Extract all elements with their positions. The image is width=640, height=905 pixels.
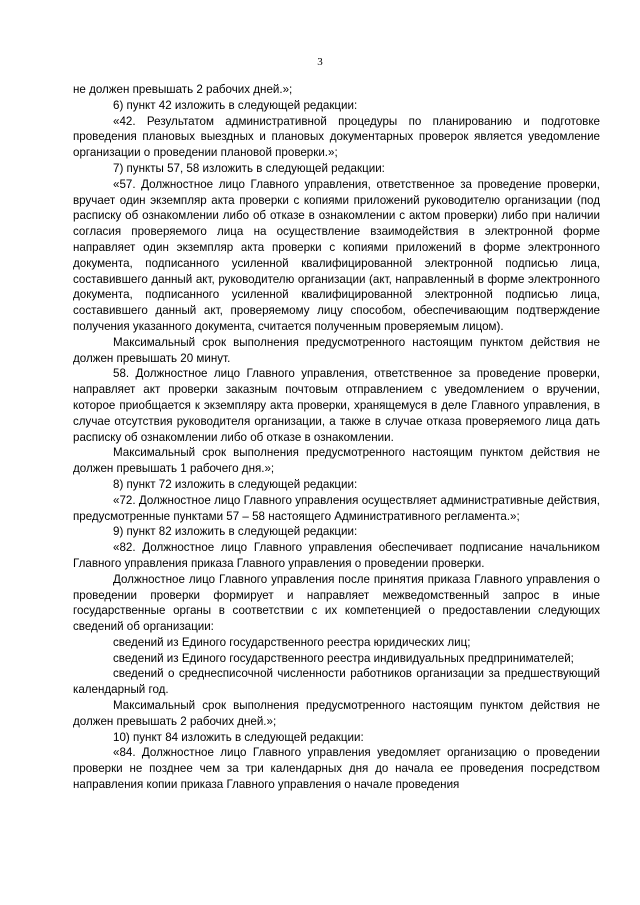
paragraph: Максимальный срок выполнения предусмотренного настоящим пунктом действия не должен превышать 20 минут. (73, 335, 600, 365)
paragraph: сведений из Единого государственного реестра индивидуальных предпринимателей; (113, 651, 574, 665)
paragraph: «72. Должностное лицо Главного управления осуществляет административные действия, предусмотренные пунктами 57 – 58 настоящего Административного регламента.»; (73, 493, 600, 523)
paragraph: 10) пункт 84 изложить в следующей редакции: (113, 730, 364, 744)
paragraph: не должен превышать 2 рабочих дней.»; (73, 83, 293, 96)
paragraph: сведений из Единого государственного реестра юридических лиц; (113, 635, 471, 649)
paragraph: Должностное лицо Главного управления после принятия приказа Главного управления о проведении проверки формирует и направляет межведомственный запрос в иные государственные органы в соответствии с их компетенцией о предоставлении следующих сведений об организации: (73, 572, 600, 634)
document-body (73, 82, 600, 793)
paragraph: «57. Должностное лицо Главного управления, ответственное за проведение проверки, вручает один экземпляр акта проверки с копиями приложений руководителю организации (под расписку об ознакомлении либо об отказе в ознакомлении с актом проверки) либо при наличии согласия проверяемого лица на осуществление взаимодействия в электронной форме направляет один экземпляр акта проверки с копиями приложений в форме электронного документа, подписанного усиленной квалифицированной электронной подписью лица, составившего данный акт, руководителю организации (акт, направленный в форме электронного документа, подписанного усиленной квалифицированной электронной подписью лица, составившего данный акт, проверяемому лицу способом, обеспечивающим подтверждение получения указанного документа, считается полученным проверяемым лицом). (73, 177, 600, 333)
paragraph: сведений о среднесписочной численности работников организации за предшествующий календарный год. (73, 667, 600, 697)
paragraph: 58. Должностное лицо Главного управления, ответственное за проведение проверки, направляет акт проверки заказным почтовым отправлением с уведомлением о вручении, которое приобщается к экземпляру акта проверки, хранящемуся в деле Главного управления, в случае отсутствия руководителя организации, а также в случае отказа проверяемого лица дать расписку об ознакомлении либо об отказе в ознакомлении. (73, 367, 600, 444)
paragraph: Максимальный срок выполнения предусмотренного настоящим пунктом действия не должен превышать 2 рабочих дней.»; (73, 699, 600, 728)
paragraph: «84. Должностное лицо Главного управления уведомляет организацию о проведении проверки не позднее чем за три календарных дня до начала ее проведения посредством направления копии приказа Главного управления о начале проведения (73, 746, 600, 792)
paragraph: 6) пункт 42 изложить в следующей редакции: (113, 98, 358, 112)
paragraph: 9) пункт 82 изложить в следующей редакции: (113, 525, 358, 539)
paragraph: Максимальный срок выполнения предусмотренного настоящим пунктом действия не должен превышать 1 рабочего дня.»; (73, 446, 600, 476)
paragraph: 7) пункты 57, 58 изложить в следующей редакции: (113, 161, 385, 175)
page-number: 3 (317, 56, 323, 68)
paragraph: «82. Должностное лицо Главного управления обеспечивает подписание начальником Главного управления приказа Главного управления о проведении проверки. (73, 541, 600, 570)
paragraph: 8) пункт 72 изложить в следующей редакции: (113, 477, 358, 491)
paragraph: «42. Результатом административной процедуры по планированию и подготовке проведения плановых выездных и плановых документарных проверок является уведомление организации о проведении плановой проверки.»; (73, 114, 600, 160)
